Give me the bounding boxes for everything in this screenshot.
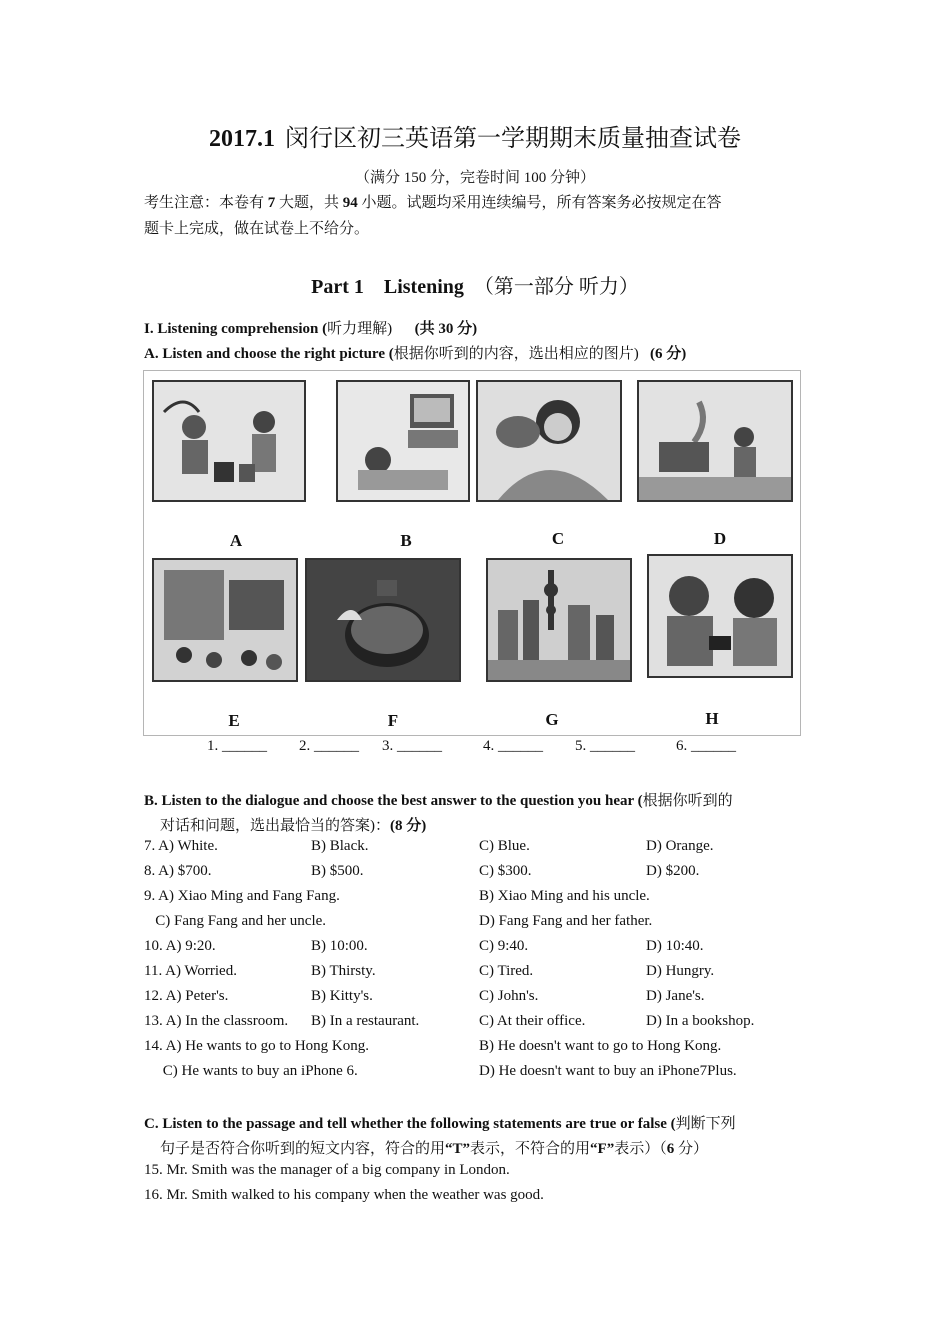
mc-option: C) 9:40. [479,938,529,954]
mc-option: 7. A) White. [144,838,218,854]
mc-option: C) $300. [479,863,532,879]
picture-d [637,380,793,502]
true-mark: “T” [445,1141,471,1157]
section-a-heading [144,342,686,363]
picture-e [152,558,298,682]
mc-option: 10. A) 9:20. [144,938,216,954]
mc-option: C) At their office. [479,1013,586,1029]
mc-option: D) Fang Fang and her father. [479,913,653,929]
section-b-zh: 对话和问题，选出最恰当的答案)： [160,818,390,834]
mc-option: 13. A) In the classroom. [144,1013,289,1029]
false-mark: “F” [590,1141,615,1157]
mc-option: B) In a restaurant. [311,1013,420,1029]
picture-label-a: A [229,531,243,550]
picture-label-b: B [400,531,412,550]
mc-option: D) Orange. [646,838,714,854]
mc-option: 14. A) He wants to go to Hong Kong. [144,1038,369,1054]
mc-option: D) Jane's. [646,988,705,1004]
picture-label-h: H [705,709,719,728]
picture-h [647,554,793,678]
picture-label-c: C [551,529,565,548]
mc-option: C) John's. [479,988,539,1004]
exam-notice [144,190,810,242]
answer-blank: 4. ______ [483,738,543,754]
mc-option: D) He doesn't want to buy an iPhone7Plus. [479,1063,737,1079]
mc-option: 9. A) Xiao Ming and Fang Fang. [144,888,340,904]
mc-option: D) 10:40. [646,938,704,954]
mc-option: C) Blue. [479,838,530,854]
answer-blank: 6. ______ [676,738,736,754]
section-c-en: C. Listen to the passage and tell whether the following statements are true or false ( [144,1116,676,1132]
section-c-zh: 句子是否符合你听到的短文内容，符合的用 [160,1141,446,1157]
answer-blank: 5. ______ [575,738,635,754]
section-c-zh: 分） [674,1141,708,1157]
mc-option: B) Black. [311,838,369,854]
mc-option: B) Kitty's. [311,988,373,1004]
section-b-heading-line2 [160,814,426,835]
section-i-heading [144,317,477,338]
exam-title-text: 闵行区初三英语第一学期期末质量抽查试卷 [285,126,741,152]
section-i-en: I. Listening comprehension ( [144,321,328,337]
mc-option: B) $500. [311,863,364,879]
mc-option: C) He wants to buy an iPhone 6. [144,1063,358,1079]
mc-option: 12. A) Peter's. [144,988,229,1004]
statement: 16. Mr. Smith walked to his company when the weather was good. [144,1187,544,1203]
mc-option: 8. A) $700. [144,863,212,879]
mc-option: B) He doesn't want to go to Hong Kong. [479,1038,722,1054]
exam-year: 2017.1 [209,126,275,152]
picture-g [486,558,632,682]
picture-panel [143,370,801,736]
answer-blank: 1. ______ [207,738,267,754]
mc-option: D) $200. [646,863,700,879]
section-c-zh: 判断下列 [675,1116,736,1132]
section-a-en: A. Listen and choose the right picture ( [144,346,394,362]
mc-option: C) Tired. [479,963,534,979]
mc-option: 11. A) Worried. [144,963,237,979]
part-heading-en: Part 1 Listening [311,276,464,298]
answer-blank: 3. ______ [382,738,442,754]
notice-count-questions: 94 [342,195,358,211]
notice-text: 小题。试题均采用连续编号，所有答案务必按规定在答 [357,195,722,211]
section-b-heading [144,789,814,810]
section-b-en: B. Listen to the dialogue and choose the best answer to the question you hear ( [144,793,643,809]
picture-b [336,380,470,502]
picture-label-f: F [387,711,399,730]
picture-label-d: D [713,529,727,548]
mc-option: D) Hungry. [646,963,715,979]
mc-option: D) In a bookshop. [646,1013,755,1029]
exam-subtitle: （满分 150 分，完卷时间 100 分钟） [354,170,595,186]
picture-label-e: E [228,711,240,730]
picture-label-g: G [545,710,559,729]
part-heading-zh: （第一部分 听力） [473,276,639,298]
answer-blank: 2. ______ [299,738,359,754]
mc-option: B) 10:00. [311,938,368,954]
section-b-zh: 根据你听到的 [642,793,733,809]
picture-c [476,380,622,502]
mc-option: B) Xiao Ming and his uncle. [479,888,650,904]
mc-option: C) Fang Fang and her uncle. [144,913,327,929]
picture-f [305,558,461,682]
section-a-score: (6 分) [649,346,687,362]
notice-count-sections: 7 [267,195,276,211]
picture-a [152,380,306,502]
section-c-zh: 表示，不符合的用 [470,1141,591,1157]
part-heading [0,270,950,299]
statement: 15. Mr. Smith was the manager of a big company in London. [144,1162,510,1178]
notice-text: 大题，共 [275,195,343,211]
section-i-zh: 听力理解) [327,321,393,337]
section-a-zh: 根据你听到的内容，选出相应的图片) [393,346,639,362]
section-c-zh: 表示）（ [614,1141,667,1157]
section-i-score: (共 30 分) [414,321,478,337]
notice-text: 考生注意：本卷有 [144,195,268,211]
notice-text: 题卡上完成，做在试卷上不给分。 [144,221,370,237]
mc-option: B) Thirsty. [311,963,376,979]
section-c-heading [144,1112,814,1133]
section-c-heading-line2 [160,1137,708,1158]
exam-title [0,118,950,153]
section-c-score: 6 [666,1141,675,1157]
section-b-score: (8 分) [390,818,427,834]
